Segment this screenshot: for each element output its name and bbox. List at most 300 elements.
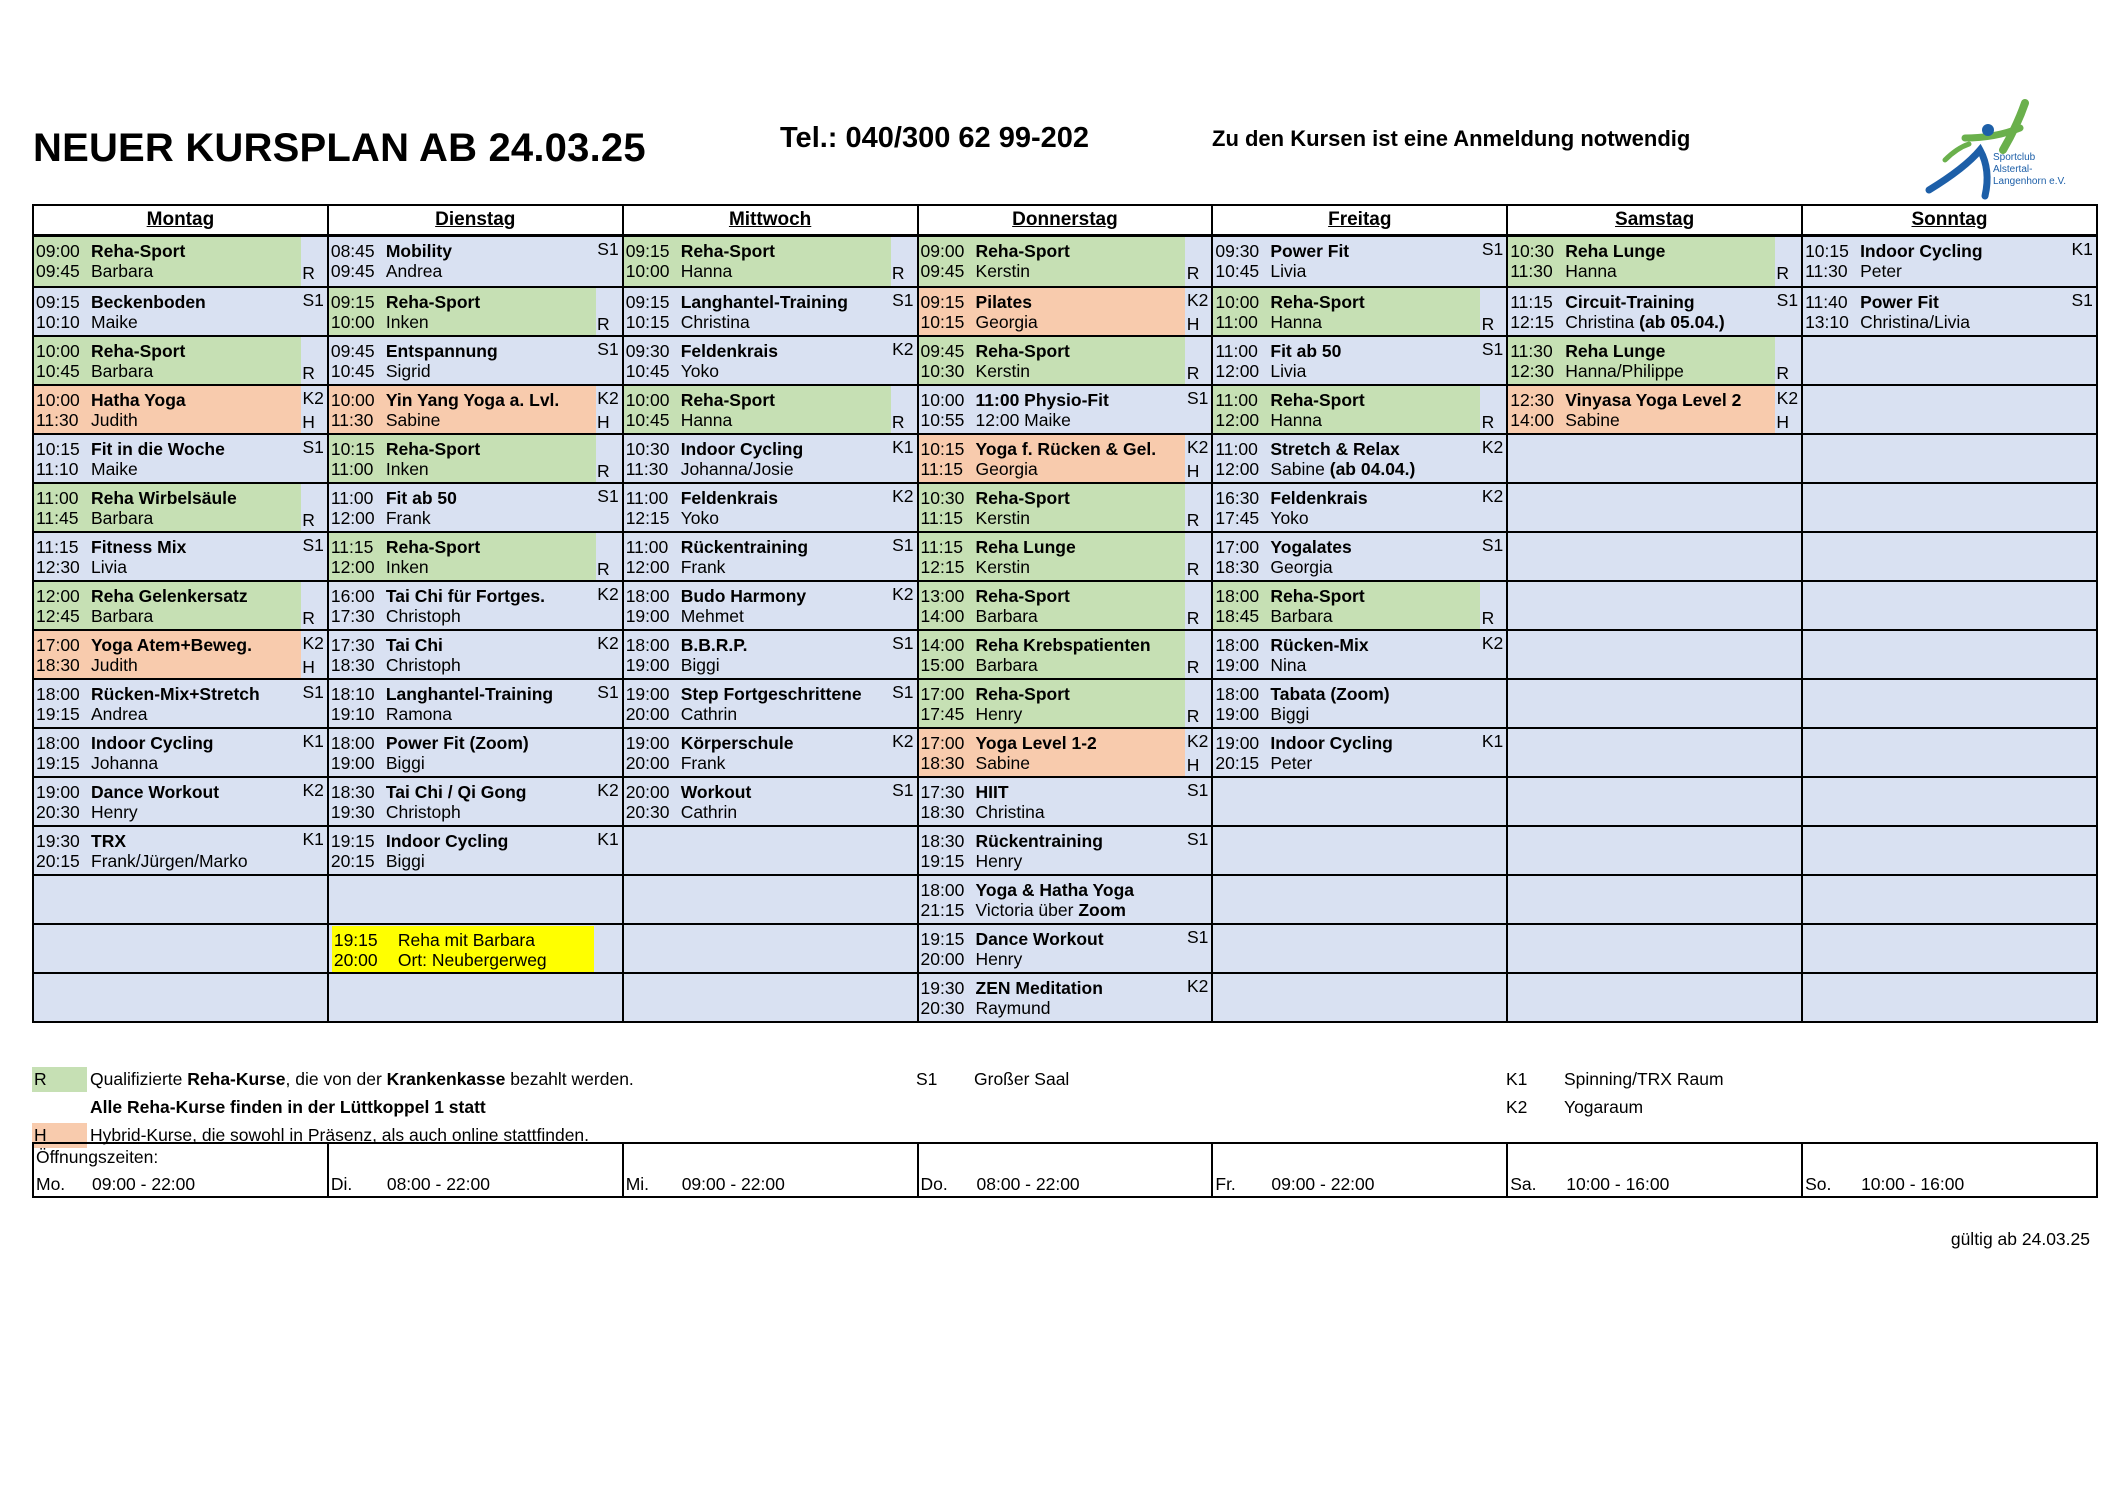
course-start-time: 09:15 bbox=[920, 292, 965, 312]
course-line-2 bbox=[1215, 459, 1415, 479]
course-end-time: 20:00 bbox=[625, 753, 670, 773]
schedule-row bbox=[33, 483, 2097, 532]
course-line-1 bbox=[626, 390, 775, 410]
schedule-cell bbox=[1507, 236, 1802, 288]
course-line-2 bbox=[331, 753, 425, 773]
course-line-2 bbox=[921, 949, 1023, 969]
course-line-1 bbox=[626, 635, 748, 655]
course-line-2 bbox=[921, 312, 1038, 332]
course-name: Workout bbox=[680, 782, 752, 802]
room-code: K1 bbox=[892, 437, 914, 457]
course-instructor: Frank bbox=[680, 557, 726, 577]
schedule-cell bbox=[33, 630, 328, 679]
course-line-2 bbox=[921, 508, 1030, 528]
course-name: Beckenboden bbox=[91, 292, 206, 312]
day-header-thursday: Donnerstag bbox=[918, 205, 1213, 236]
course-line-1 bbox=[36, 733, 214, 753]
room-code: S1 bbox=[1776, 290, 1799, 310]
course-instructor: Livia bbox=[1270, 261, 1307, 281]
room-code: K2 bbox=[1481, 633, 1504, 653]
schedule-cell bbox=[1212, 532, 1507, 581]
course-type-tag: R bbox=[1186, 657, 1200, 677]
schedule-row bbox=[33, 532, 2097, 581]
course-name: Reha Lunge bbox=[1565, 341, 1666, 361]
course-name: Fit ab 50 bbox=[1270, 341, 1342, 361]
course-line-1 bbox=[36, 292, 206, 312]
schedule-cell bbox=[623, 434, 918, 483]
course-instructor: Livia bbox=[1270, 361, 1307, 381]
course-type-tag: R bbox=[597, 559, 610, 579]
course-start-time: 18:00 bbox=[625, 635, 670, 655]
room-code: K2 bbox=[1776, 388, 1799, 408]
course-instructor: Christoph bbox=[385, 655, 461, 675]
schedule-cell bbox=[623, 728, 918, 777]
course-instructor: Raymund bbox=[975, 998, 1051, 1018]
course-end-time: 18:30 bbox=[36, 655, 80, 675]
room-code: K2 bbox=[597, 388, 619, 408]
schedule-cell bbox=[1212, 777, 1507, 826]
schedule-cell bbox=[1802, 581, 2097, 630]
course-name: Rückentraining bbox=[975, 831, 1103, 851]
course-line-1 bbox=[1215, 341, 1341, 361]
course-line-1 bbox=[331, 241, 452, 261]
course-line-1 bbox=[626, 586, 806, 606]
room-code: S1 bbox=[892, 780, 914, 800]
course-start-time: 19:00 bbox=[1215, 733, 1260, 753]
schedule-row bbox=[33, 826, 2097, 875]
course-name: Step Fortgeschrittene bbox=[680, 684, 862, 704]
course-end-time: 19:15 bbox=[920, 851, 965, 871]
room-code-s1: S1 bbox=[916, 1069, 938, 1089]
day-header-sunday: Sonntag bbox=[1802, 205, 2097, 236]
course-start-time: 12:00 bbox=[36, 586, 80, 606]
course-name: Yogalates bbox=[1270, 537, 1352, 557]
course-name: Entspannung bbox=[385, 341, 498, 361]
course-name: Tai Chi / Qi Gong bbox=[385, 782, 527, 802]
course-line-2 bbox=[1215, 655, 1306, 675]
schedule-cell bbox=[1212, 630, 1507, 679]
course-end-time: 12:00 bbox=[330, 557, 375, 577]
course-end-time: 11:00 bbox=[1215, 312, 1258, 332]
course-line-1 bbox=[331, 635, 443, 655]
schedule-cell bbox=[1802, 728, 2097, 777]
course-name: Dance Workout bbox=[975, 929, 1104, 949]
course-end-time: 20:30 bbox=[625, 802, 670, 822]
club-logo-icon bbox=[1925, 98, 2067, 208]
course-name: Indoor Cycling bbox=[1860, 241, 1983, 261]
course-name: Reha-Sport bbox=[91, 241, 186, 261]
course-start-time: 09:00 bbox=[36, 241, 80, 261]
schedule-cell bbox=[33, 581, 328, 630]
course-type-tag: H bbox=[302, 412, 315, 432]
course-type-tag: R bbox=[1186, 510, 1200, 530]
course-end-time: 11:30 bbox=[36, 410, 79, 430]
svg-text:Alstertal-: Alstertal- bbox=[1993, 164, 2033, 175]
course-name: Dance Workout bbox=[91, 782, 220, 802]
course-line-2 bbox=[921, 410, 1071, 430]
schedule-cell bbox=[918, 336, 1213, 385]
schedule-cell bbox=[33, 679, 328, 728]
course-end-time: 11:15 bbox=[920, 508, 964, 528]
course-start-time: 12:30 bbox=[1510, 390, 1555, 410]
course-name: Yoga Atem+Beweg. bbox=[91, 635, 252, 655]
course-name: Rücken-Mix+Stretch bbox=[91, 684, 260, 704]
course-instructor: Georgia bbox=[1270, 557, 1333, 577]
course-name: Pilates bbox=[975, 292, 1032, 312]
opening-day: Do. bbox=[920, 1174, 948, 1194]
course-end-time: 19:00 bbox=[1215, 704, 1260, 724]
course-instructor: Victoria über bbox=[975, 900, 1074, 920]
course-start-time: 10:00 bbox=[1215, 292, 1260, 312]
course-line-2 bbox=[331, 410, 441, 430]
course-type-tag: R bbox=[1186, 363, 1200, 383]
course-name: Yoga Level 1-2 bbox=[975, 733, 1097, 753]
course-instructor: Barbara bbox=[91, 508, 154, 528]
course-type-tag: R bbox=[1186, 263, 1200, 283]
course-end-time: 20:00 bbox=[920, 949, 965, 969]
course-end-time: 09:45 bbox=[920, 261, 965, 281]
course-end-time: 20:00 bbox=[333, 950, 378, 970]
day-header-monday: Montag bbox=[33, 205, 328, 236]
course-line-1 bbox=[36, 488, 237, 508]
course-start-time: 19:30 bbox=[920, 978, 965, 998]
room-code: K2 bbox=[1481, 437, 1504, 457]
schedule-cell bbox=[1507, 630, 1802, 679]
course-line-1 bbox=[1215, 684, 1389, 704]
course-start-time: 17:00 bbox=[1215, 537, 1260, 557]
course-name: Reha Gelenkersatz bbox=[91, 586, 248, 606]
course-instructor: Barbara bbox=[91, 606, 154, 626]
course-instructor: Hanna bbox=[680, 410, 733, 430]
course-end-time: 10:30 bbox=[920, 361, 965, 381]
course-line-2 bbox=[921, 802, 1045, 822]
course-type-tag: R bbox=[891, 412, 905, 432]
opening-time: 08:00 - 22:00 bbox=[976, 1174, 1080, 1194]
room-code: S1 bbox=[892, 290, 914, 310]
course-instructor: Johanna/Josie bbox=[680, 459, 794, 479]
room-code: K1 bbox=[302, 731, 324, 751]
course-name: Yoga & Hatha Yoga bbox=[975, 880, 1135, 900]
schedule-cell bbox=[1507, 287, 1802, 336]
course-line-2 bbox=[36, 655, 138, 675]
course-instructor: Henry bbox=[975, 851, 1023, 871]
course-name: Reha-Sport bbox=[385, 439, 481, 459]
opening-day: Mo. bbox=[36, 1174, 66, 1194]
course-line-1 bbox=[1805, 292, 1939, 312]
schedule-cell bbox=[1212, 875, 1507, 924]
course-line-2 bbox=[331, 851, 425, 871]
opening-day: Di. bbox=[330, 1174, 353, 1194]
course-line-2 bbox=[626, 508, 719, 528]
course-type-tag: R bbox=[302, 608, 315, 628]
course-start-time: 09:45 bbox=[920, 341, 965, 361]
course-line-1 bbox=[331, 684, 553, 704]
course-instructor: Peter bbox=[1860, 261, 1902, 281]
course-type-tag: H bbox=[1186, 314, 1200, 334]
course-end-time: 13:10 bbox=[1805, 312, 1849, 332]
opening-hours-cell bbox=[1802, 1143, 2097, 1197]
course-line-2 bbox=[626, 704, 737, 724]
course-start-time: 17:00 bbox=[36, 635, 80, 655]
schedule-cell bbox=[328, 336, 623, 385]
course-instructor: Christina/Livia bbox=[1860, 312, 1970, 332]
course-line-2 bbox=[626, 312, 750, 332]
course-end-time: 19:00 bbox=[1215, 655, 1260, 675]
course-line-2 bbox=[331, 655, 461, 675]
course-end-time: 20:30 bbox=[36, 802, 80, 822]
course-line-1 bbox=[921, 929, 1104, 949]
schedule-cell bbox=[623, 532, 918, 581]
schedule-cell bbox=[1507, 532, 1802, 581]
schedule-cell bbox=[1212, 679, 1507, 728]
course-line-2 bbox=[1510, 410, 1620, 430]
schedule-cell bbox=[1507, 483, 1802, 532]
schedule-cell bbox=[328, 434, 623, 483]
opening-day: Sa. bbox=[1510, 1174, 1537, 1194]
course-instructor: Hanna bbox=[1270, 410, 1322, 430]
course-end-time: 10:00 bbox=[625, 261, 670, 281]
course-line-1 bbox=[331, 341, 498, 361]
course-name: Reha mit Barbara bbox=[397, 930, 535, 950]
course-name: Feldenkrais bbox=[1270, 488, 1368, 508]
hybrid-legend-letter: H bbox=[34, 1125, 47, 1145]
course-instructor: 12:00 Maike bbox=[975, 410, 1071, 430]
schedule-cell bbox=[1802, 826, 2097, 875]
schedule-cell bbox=[918, 875, 1213, 924]
opening-time: 09:00 - 22:00 bbox=[1271, 1174, 1375, 1194]
course-instructor: Sabine bbox=[975, 753, 1031, 773]
course-line-1 bbox=[626, 488, 778, 508]
course-line-1 bbox=[331, 488, 457, 508]
course-line-2 bbox=[626, 753, 726, 773]
course-instructor: Biggi bbox=[385, 851, 425, 871]
course-name: ZEN Meditation bbox=[975, 978, 1103, 998]
opening-day: Fr. bbox=[1215, 1174, 1236, 1194]
schedule-row bbox=[33, 385, 2097, 434]
course-instructor: Kerstin bbox=[975, 261, 1030, 281]
course-start-time: 19:00 bbox=[36, 782, 80, 802]
schedule-cell bbox=[1802, 924, 2097, 973]
room-code: S1 bbox=[597, 682, 619, 702]
course-instructor: Sigrid bbox=[385, 361, 431, 381]
schedule-cell bbox=[33, 483, 328, 532]
course-line-1 bbox=[626, 782, 752, 802]
course-instructor: Barbara bbox=[975, 606, 1038, 626]
course-instructor: Frank/Jürgen/Marko bbox=[91, 851, 248, 871]
course-end-time: 12:15 bbox=[920, 557, 965, 577]
course-end-time: 19:30 bbox=[330, 802, 375, 822]
course-instructor: Inken bbox=[385, 557, 429, 577]
course-end-time: 20:15 bbox=[1215, 753, 1260, 773]
schedule-cell bbox=[623, 581, 918, 630]
course-type-tag: R bbox=[1186, 706, 1200, 726]
course-line-1 bbox=[36, 341, 185, 361]
course-instructor: Hanna bbox=[680, 261, 733, 281]
schedule-row bbox=[33, 630, 2097, 679]
course-name: Reha-Sport bbox=[385, 292, 481, 312]
course-name: Rücken-Mix bbox=[1270, 635, 1369, 655]
schedule-cell bbox=[1802, 336, 2097, 385]
reha-legend-bold: Krankenkasse bbox=[386, 1069, 506, 1089]
course-line-1 bbox=[921, 978, 1103, 998]
course-end-time: 17:45 bbox=[920, 704, 965, 724]
course-start-time: 09:00 bbox=[920, 241, 965, 261]
course-start-time: 11:15 bbox=[1510, 292, 1553, 312]
opening-hours-cell bbox=[33, 1143, 328, 1197]
room-code: K2 bbox=[302, 780, 324, 800]
course-end-time: 10:45 bbox=[1215, 261, 1260, 281]
opening-day: Mi. bbox=[625, 1174, 650, 1194]
course-start-time: 19:15 bbox=[920, 929, 965, 949]
course-start-time: 13:00 bbox=[920, 586, 965, 606]
schedule-cell bbox=[33, 236, 328, 288]
course-line-1 bbox=[36, 684, 260, 704]
course-end-time: 12:15 bbox=[625, 508, 670, 528]
schedule-cell bbox=[918, 434, 1213, 483]
course-name: Reha-Sport bbox=[91, 341, 186, 361]
course-instructor: Christina bbox=[680, 312, 750, 332]
course-start-time: 20:00 bbox=[625, 782, 670, 802]
schedule-body bbox=[33, 236, 2097, 1023]
course-line-1 bbox=[1215, 390, 1364, 410]
schedule-cell bbox=[328, 924, 623, 973]
course-name: Indoor Cycling bbox=[1270, 733, 1393, 753]
schedule-cell bbox=[1507, 924, 1802, 973]
course-start-time: 18:00 bbox=[36, 684, 80, 704]
room-code: S1 bbox=[892, 682, 914, 702]
course-instructor: Inken bbox=[385, 312, 429, 332]
course-line-1 bbox=[1510, 292, 1694, 312]
course-end-time: 11:30 bbox=[625, 459, 669, 479]
opening-hours-row bbox=[33, 1143, 2097, 1197]
course-line-2 bbox=[921, 704, 1023, 724]
course-end-time: 20:15 bbox=[330, 851, 375, 871]
course-end-time: 11:30 bbox=[330, 410, 374, 430]
course-type-tag: R bbox=[302, 263, 315, 283]
course-instructor: Johanna bbox=[91, 753, 159, 773]
schedule-cell bbox=[328, 679, 623, 728]
course-end-time: 09:45 bbox=[36, 261, 80, 281]
course-line-1 bbox=[626, 292, 848, 312]
room-code: S1 bbox=[892, 535, 914, 555]
course-instructor: Henry bbox=[975, 949, 1023, 969]
registration-notice: Zu den Kursen ist eine Anmeldung notwendig bbox=[1212, 126, 1691, 151]
svg-text:Langenhorn e.V.: Langenhorn e.V. bbox=[1993, 176, 2067, 187]
course-line-1 bbox=[921, 341, 1070, 361]
schedule-cell bbox=[1802, 236, 2097, 288]
course-end-time: 11:45 bbox=[36, 508, 79, 528]
course-start-time: 09:15 bbox=[36, 292, 80, 312]
schedule-cell bbox=[1802, 630, 2097, 679]
course-line-1 bbox=[1215, 586, 1364, 606]
room-code: K2 bbox=[1186, 976, 1209, 996]
schedule-cell bbox=[918, 777, 1213, 826]
course-line-1 bbox=[1510, 241, 1665, 261]
course-end-time: 10:15 bbox=[920, 312, 965, 332]
opening-hours-cell bbox=[1507, 1143, 1802, 1197]
course-instructor: Andrea bbox=[385, 261, 443, 281]
course-line-2 bbox=[1215, 261, 1306, 281]
course-name: Fitness Mix bbox=[91, 537, 187, 557]
room-code: K2 bbox=[597, 780, 619, 800]
course-name: Reha Wirbelsäule bbox=[91, 488, 237, 508]
course-type-tag: H bbox=[597, 412, 610, 432]
course-start-time: 11:00 bbox=[36, 488, 79, 508]
course-instructor: Yoko bbox=[680, 361, 719, 381]
course-start-time: 19:30 bbox=[36, 831, 80, 851]
course-instructor: Mehmet bbox=[680, 606, 744, 626]
course-name: Reha-Sport bbox=[975, 684, 1070, 704]
course-type-tag: R bbox=[597, 314, 610, 334]
schedule-cell bbox=[33, 336, 328, 385]
course-start-time: 10:00 bbox=[36, 341, 80, 361]
course-start-time: 09:15 bbox=[330, 292, 375, 312]
course-line-2 bbox=[36, 312, 138, 332]
course-line-2 bbox=[36, 753, 158, 773]
course-note: Zoom bbox=[1078, 900, 1126, 920]
course-type-tag: R bbox=[1186, 559, 1200, 579]
course-line-1 bbox=[626, 241, 775, 261]
course-line-2 bbox=[1215, 312, 1322, 332]
course-line-1 bbox=[331, 292, 480, 312]
course-name: Stretch & Relax bbox=[1270, 439, 1400, 459]
schedule-cell bbox=[328, 287, 623, 336]
course-end-time: 21:15 bbox=[920, 900, 965, 920]
reha-legend-text bbox=[90, 1069, 634, 1090]
course-start-time: 11:30 bbox=[1510, 341, 1553, 361]
schedule-cell bbox=[1802, 385, 2097, 434]
course-end-time: 20:15 bbox=[36, 851, 80, 871]
room-code: K1 bbox=[1481, 731, 1504, 751]
room-code-k2: K2 bbox=[1506, 1097, 1528, 1117]
course-line-1 bbox=[36, 241, 185, 261]
course-instructor: Hanna bbox=[1565, 261, 1617, 281]
highlighted-course bbox=[332, 926, 594, 972]
schedule-cell bbox=[918, 236, 1213, 288]
course-end-time: 12:30 bbox=[1510, 361, 1555, 381]
course-start-time: 10:15 bbox=[920, 439, 965, 459]
course-line-2 bbox=[921, 261, 1030, 281]
day-header-row bbox=[33, 205, 2097, 236]
course-line-1 bbox=[331, 586, 545, 606]
course-line-1 bbox=[921, 537, 1076, 557]
room-code: K2 bbox=[302, 633, 324, 653]
course-line-1 bbox=[334, 930, 535, 950]
course-line-1 bbox=[1510, 390, 1741, 410]
course-instructor: Ort: Neubergerweg bbox=[397, 950, 547, 970]
schedule-cell bbox=[918, 973, 1213, 1022]
schedule-cell bbox=[33, 826, 328, 875]
course-start-time: 17:00 bbox=[920, 733, 965, 753]
course-end-time: 10:45 bbox=[36, 361, 80, 381]
course-instructor: Maike bbox=[91, 459, 138, 479]
course-end-time: 14:00 bbox=[1510, 410, 1555, 430]
opening-time: 09:00 - 22:00 bbox=[681, 1174, 785, 1194]
phone-number: Tel.: 040/300 62 99-202 bbox=[780, 122, 1090, 154]
course-instructor: Inken bbox=[385, 459, 429, 479]
course-line-2 bbox=[921, 998, 1051, 1018]
schedule-cell bbox=[623, 385, 918, 434]
schedule-row bbox=[33, 875, 2097, 924]
course-name: Tabata (Zoom) bbox=[1270, 684, 1390, 704]
course-instructor: Kerstin bbox=[975, 557, 1030, 577]
day-header-friday: Freitag bbox=[1212, 205, 1507, 236]
room-code: S1 bbox=[2071, 290, 2093, 310]
course-name: Langhantel-Training bbox=[385, 684, 554, 704]
course-type-tag: R bbox=[1186, 608, 1200, 628]
schedule-cell bbox=[33, 434, 328, 483]
schedule-cell bbox=[1212, 287, 1507, 336]
